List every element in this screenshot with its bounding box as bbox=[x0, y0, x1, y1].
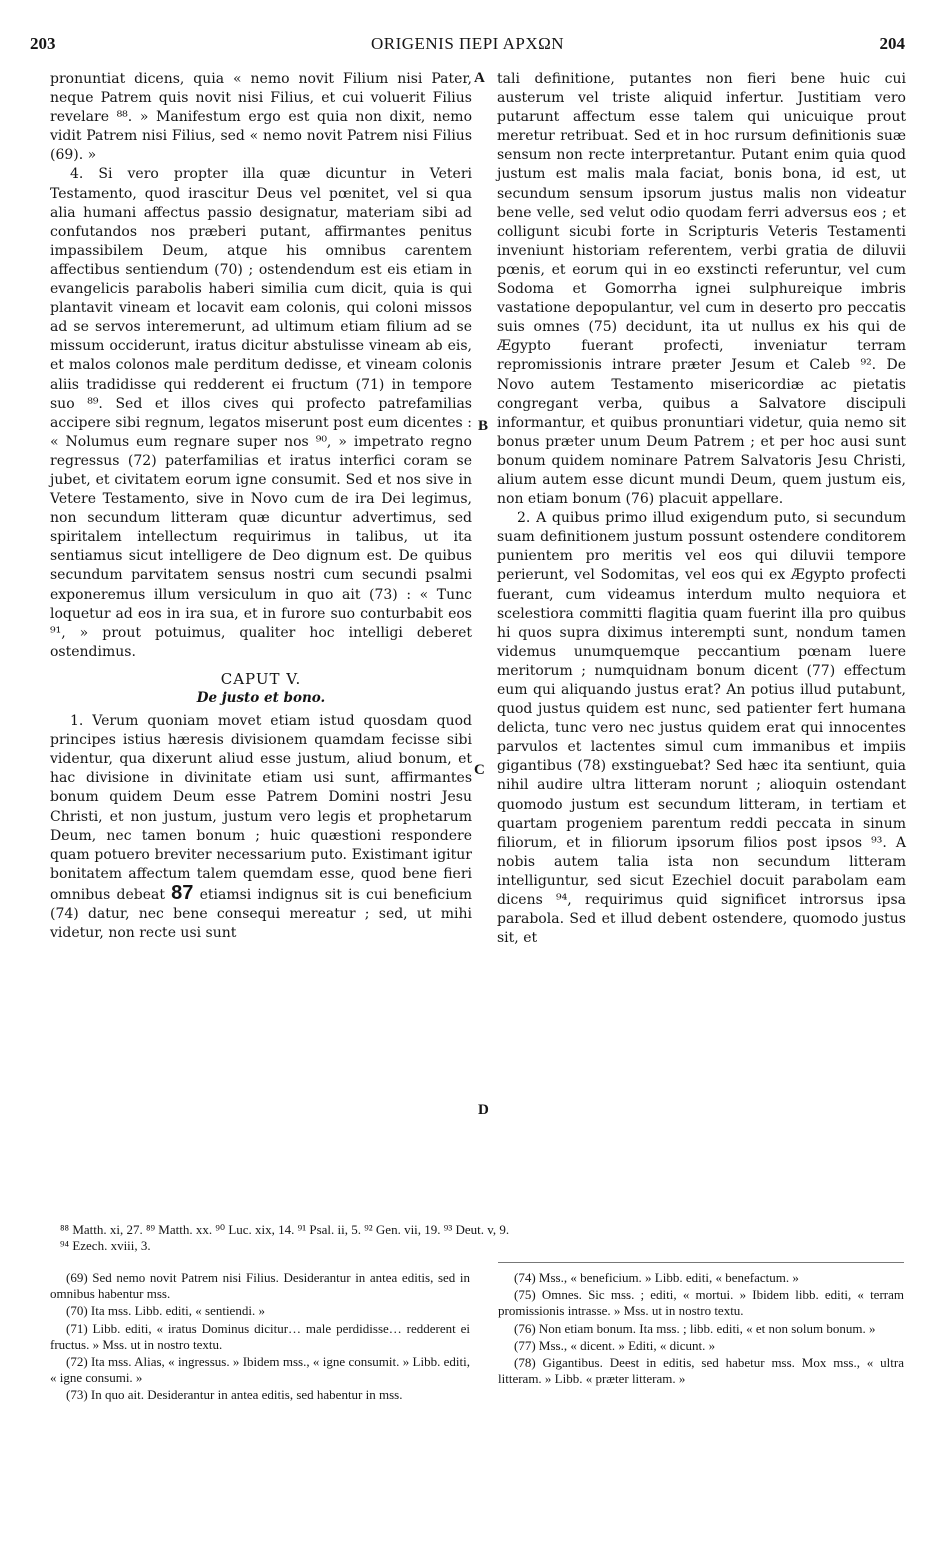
note-item: (69) Sed nemo novit Patrem nisi Filius. Desiderantur in antea editis, sed in omnibus habentur mss. bbox=[50, 1270, 470, 1302]
running-title: ORIGENIS ΠΕΡΙ ΑΡΧΩΝ bbox=[370, 34, 565, 53]
page-number-right: 204 bbox=[879, 34, 905, 53]
note-item: (75) Omnes. Sic mss. ; editi, « mortui. » Ibidem libb. editi, « terram promissionis intrasse. » Mss. ut in nostro textu. bbox=[498, 1287, 904, 1319]
left-text-column bbox=[50, 70, 472, 943]
paragraph-continuation: pronuntiat dicens, quia « nemo novit Filium nisi Pater, neque Patrem quis novit nisi Filius, et cui voluerit Filius revelare ⁸⁸. » Manifestum ergo est quia non dixit, nemo vidit Patrem nisi Filius, sed « nemo novit Patrem nisi Filius (69). » bbox=[50, 71, 472, 164]
note-item: (78) Gigantibus. Deest in editis, sed habetur mss. Mox mss., « ultra litteram. » Libb. « præter litteram. » bbox=[498, 1355, 904, 1387]
note-item: (77) Mss., « dicent. » Editi, « dicunt. » bbox=[514, 1337, 716, 1353]
note-item: (73) In quo ait. Desiderantur in antea editis, sed habentur in mss. bbox=[66, 1387, 403, 1403]
right-text-column bbox=[497, 70, 906, 948]
note-item: (72) Ita mss. Alias, « ingressus. » Ibidem mss., « igne consumit. » Libb. editi, « igne consumi. » bbox=[50, 1354, 470, 1386]
paragraph-section-2: 2. A quibus primo illud exigendum puto, si secundum suam definitionem justum possunt ostendere conditorem punientem pro meritis vel eos qui diluvii tempore perierunt, vel Sodomitas, vel eos qui ex Ægypto profecti fuerant, cum videamus interdum multo nequiora et scelestiora committi flagitia quam fuerint illa pro quibus hi quos supra diximus interempti sunt, nondum tamen videmus unumquemque peccantium pœnam luere meritorum ; numquidnam bonum dicent (77) effectum eum qui aliquando justus erat? An potius illud putabunt, quod justus quidem est nunc, sed patienter fert humana delicta, tunc vero nec justus quidem erat qui innocentes parvulos et lactentes simul cum immanibus et impiis gigantibus (78) exstinguebat? Sed hæc ita sentiunt, quia nihil audire ultra litteram norunt ; alioquin ostendant quomodo justum est secundum litteram, in tertiam et quartam progeniem parentum reddi peccata in sinum filiorum, et in filiorum ipsorum filios post ipsos ⁹³. A nobis autem talia ista non secundum litteram intelliguntur, sed sicut Ezechiel docuit parabolam eam dicens ⁹⁴, requirimus quid significet introrsus ipsa parabola. Sed et illud debent ostendere, quomodo justus sit, et bbox=[497, 510, 906, 947]
margin-marker-c: C bbox=[474, 762, 485, 778]
paragraph-continuation-right: tali definitione, putantes non fieri bene huic cui austerum vel triste aliquid infertur. Justitiam vero putarunt affectum esse talem qui unicuique prout meretur retribuat. Sed et in hoc rursum definitionis suæ sensum non recte interpretantur. Putant enim quia quod justum est malis mala faciat, bonis bona, id est, ut secundum sensum ipsorum justus malis non videatur bene velle, sed velut odio quodam ferri adversus eos ; et colligunt sicubi forte in Scripturis Veteris Testamenti inveniunt historiam referentem, verbi gratia de diluvii pœnis, et eorum qui in eo exstincti referuntur, vel cum Sodoma et Gomorrha ignei sulphureique imbris vastatione depopulantur, vel cum in deserto pro peccatis suis omnes (75) decidunt, ita ut nullus ex his qui de Ægypto fuerant profecti, inveniatur terram repromissionis intrare præter Jesum et Caleb ⁹². De Novo autem Testamento misericordiæ ac pietatis congregant verba, quibus a Salvatore discipuli informantur, et quibus pronuntiari videtur, quia nemo sit bonus præter unum Deum Patrem ; et per hoc ausi sunt bonum quidem nominare Patrem Salvatoris Jesu Christi, alium autem esse dicunt mundi Deum, quem justum eis, non etiam bonum (76) placuit appellare. bbox=[497, 71, 906, 508]
margin-marker-a: A bbox=[474, 70, 485, 86]
margin-marker-d: D bbox=[478, 1102, 489, 1118]
scripture-refs-line-2: ⁹⁴ Ezech. xviii, 3. bbox=[60, 1238, 151, 1253]
scripture-refs-line-1: ⁸⁸ Matth. xi, 27. ⁸⁹ Matth. xx. ⁹⁰ Luc. xix, 14. ⁹¹ Psal. ii, 5. ⁹² Gen. vii, 19. ⁹³ Deut. v, 9. bbox=[60, 1222, 510, 1237]
notes-divider bbox=[498, 1262, 904, 1263]
paragraph-text-after: etiamsi indignus sit is cui beneficium (74) datur, nec bene consequi mereatur ; sed, ut mihi videtur, non recte usi sunt bbox=[50, 886, 472, 942]
margin-marker-b: B bbox=[478, 418, 489, 434]
chapter-title: CAPUT V. bbox=[220, 669, 302, 688]
critical-notes-left bbox=[50, 1270, 470, 1405]
note-item: (70) Ita mss. Libb. editi, « sentiendi. » bbox=[66, 1303, 265, 1319]
page-header bbox=[30, 34, 905, 64]
scripture-references bbox=[60, 1222, 910, 1254]
note-item: (74) Mss., « beneficium. » Libb. editi, « benefactum. » bbox=[514, 1270, 799, 1285]
note-item: (71) Libb. editi, « iratus Dominus dicitur… male perdidisse… redderent ei fructus. » Mss. ut in nostro textu. bbox=[50, 1320, 470, 1352]
paragraph-chapter-5-section-1 bbox=[50, 712, 472, 943]
paragraph-section-4: 4. Si vero propter illa quæ dicuntur in Veteri Testamento, quod irascitur Deus vel pœnitet, vel si qua alia humani affectus passio designatur, materiam sibi ad confutandos nos præberi putant, affirmantes penitus impassibilem Deum, atque his omnibus carentem affectibus sentiendum (70) ; ostendendum est eis etiam in evangelicis parabolis haberi similia cum dicit, quia is qui plantavit vineam et locavit eam colonis, qui coloni missos ad se servos interemerunt, ad ultimum etiam filium ad se missum occiderunt, iratus dicitur abstulisse vineam ab eis, et malos colonos male perditum dedisse, et vineam colonis aliis tradidisse qui redderent ei fructum (71) in tempore suo ⁸⁹. Sed et illos cives qui profecto patrefamilias accipere sibi regnum, legatos miserunt post eum dicentes : « Nolumus eum regnare super nos ⁹⁰, » impetrato regno regressus (72) paterfamilias et iratus interfici coram se jubet, et civitatem eorum igne consumit. Sed et nos sive in Vetere Testamento, sive in Novo cum de ira Dei legimus, non secundum litteram quæ dicuntur advertimus, sed spiritalem intellectum requirimus in talibus, ut ita sentiamus sicut intelligere de Deo dignum est. De quibus secundum parvitatem sensus nostri cum secundi psalmi exponeremus illum versiculum in quo ait (73) : « Tunc loquetur ad eos in ira sua, et in furore suo conturbabit eos ⁹¹, » prout potuimus, qualiter hoc intelligi deberet ostendimus. bbox=[50, 166, 472, 660]
paragraph-text-before: 1. Verum quoniam movet etiam istud quosdam quod principes istius hæresis divisionem quamdam fecisse sibi videntur, qua dixerunt aliud esse justum, aliud bonum, et hac divisione in divinitate etiam usi sunt, affirmantes bonum quidem Deum esse Patrem Domini nostri Jesu Christi, et non justum, justum vero legis et prophetarum Deum, nec tamen bonum ; huic quæstioni respondere quam potuero breviter necessarium puto. Existimant igitur bonitatem affectum talem quemdam esse, quod bene fieri omnibus debeat bbox=[50, 713, 472, 903]
column-number-87: 87 bbox=[171, 881, 194, 904]
note-item: (76) Non etiam bonum. Ita mss. ; libb. editi, « et non solum bonum. » bbox=[514, 1320, 876, 1336]
chapter-subtitle: De justo et bono. bbox=[196, 690, 326, 706]
critical-notes-right bbox=[498, 1270, 904, 1388]
page-number-left: 203 bbox=[30, 34, 56, 53]
